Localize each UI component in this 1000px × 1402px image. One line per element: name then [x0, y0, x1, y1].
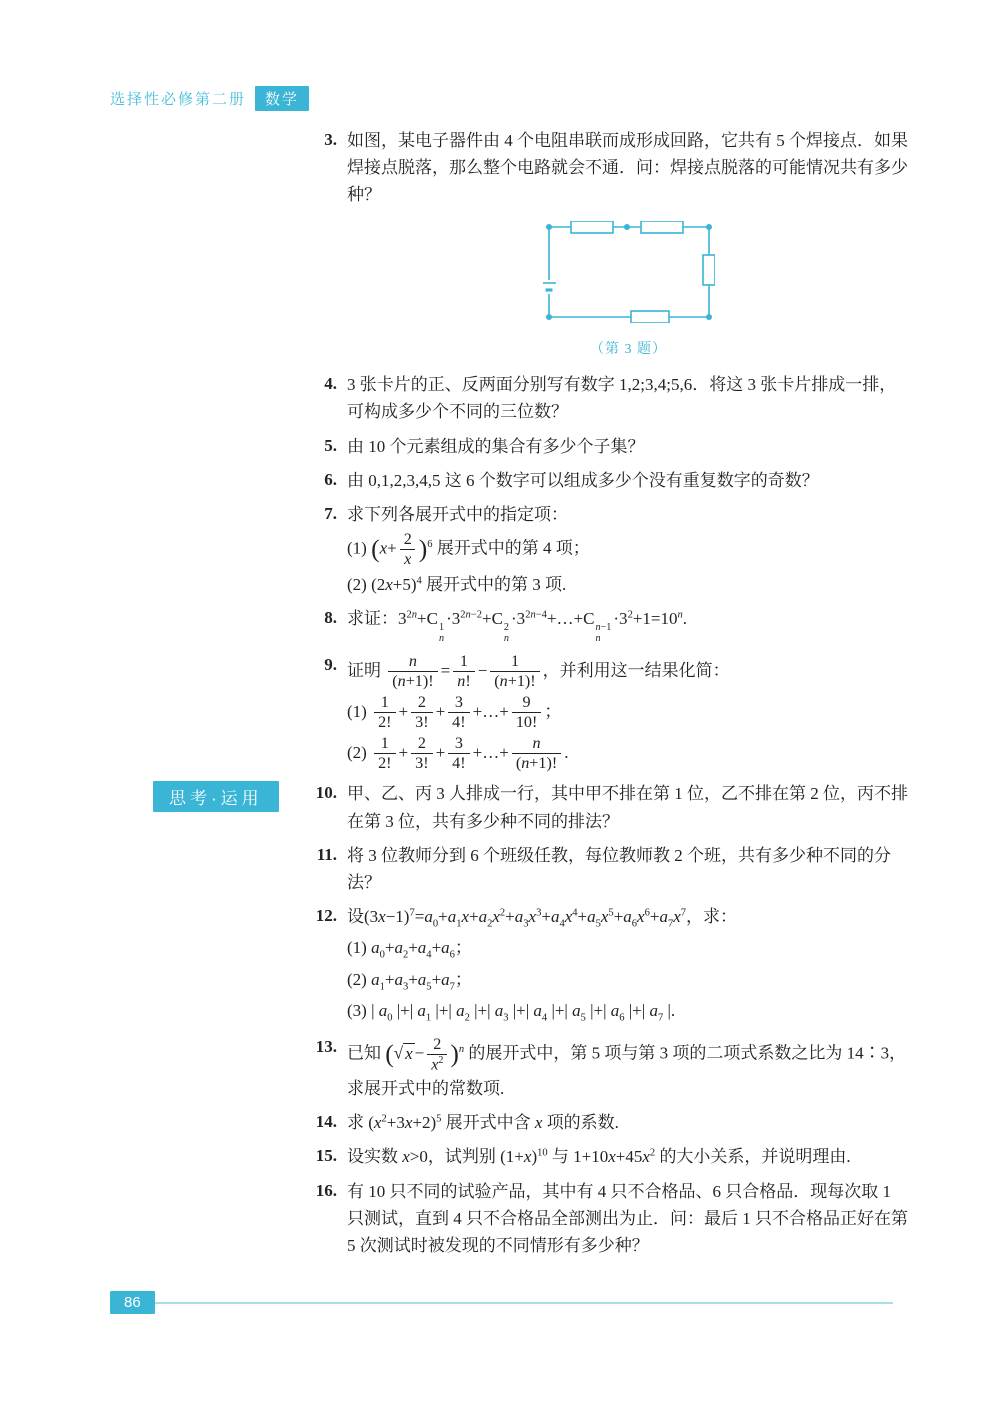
problem-11 — [305, 841, 910, 897]
resistor-bottom — [631, 311, 669, 323]
page-number: 86 — [110, 1291, 155, 1314]
book-title: 选择性必修第二册 — [110, 91, 247, 108]
problem-body — [347, 370, 910, 426]
problem-line: 证明 $\frac{n}{(n+1)!}$ = $\frac{1}{n!}$ − $\frac{1}{(n+1)!}$ ，并利用这一结果化简： — [347, 653, 730, 691]
problem-7 — [305, 500, 910, 599]
problem-body — [347, 841, 910, 897]
problem-number: 4. — [324, 374, 337, 394]
problem-line: 由 0,1,2,3,4,5 这 6 个数字可以组成多少个没有重复数字的奇数？ — [347, 470, 819, 490]
problem-body — [347, 1033, 910, 1103]
problem-line: (1) (x+ $\frac{2}{x}$ )$^6$ 展开式中的第 4 项； — [347, 530, 590, 569]
problem-number: 13. — [315, 1037, 337, 1057]
section-badge: 思考·运用 — [153, 781, 279, 812]
problem-body — [347, 779, 910, 835]
solder-joint — [706, 314, 712, 320]
subject-badge: 数学 — [255, 86, 309, 111]
problem-13 — [305, 1033, 910, 1103]
problem-number: 10. — [315, 783, 337, 803]
solder-joint — [624, 224, 630, 230]
resistor-right — [703, 255, 715, 285]
problem-line: 3 张卡片的正、反两面分别写有数字 1,2;3,4;5,6．将这 3 张卡片排成一排，可构成多少个不同的三位数？ — [347, 375, 897, 422]
resistor-top-right — [641, 221, 683, 233]
problem-body — [347, 651, 910, 774]
problem-line: (1) $\frac{1}{2!}$ + $\frac{2}{3!}$ + $\frac{3}{4!}$ +…+ $\frac{9}{10!}$ ； — [347, 693, 562, 732]
problem-line: 已知 (√ x − $\frac{2}{x^2}$ )$^n$ 的展开式中，第 5 项与第 3 项的二项式系数之比为 14∶3，求展开式中的常数项. — [347, 1035, 907, 1098]
circuit-figure — [543, 221, 715, 362]
problem-line: 有 10 只不同的试验产品，其中有 4 只不合格品、6 只合格品．现每次取 1 只测试，直到 4 只不合格品全部测出为止．问：最后 1 只不合格品正好在第 5 次测试时被发现的不同情形有多少种？ — [347, 1181, 908, 1255]
problem-number: 11. — [316, 844, 337, 864]
problem-4 — [305, 370, 910, 426]
problem-line: (3) | $a_0$ |+| $a_1$ |+| $a_2$ |+| $a_3$ |+| $a_4$ |+| $a_5$ |+| $a_6$ |+| $a_7$ |. — [347, 1000, 676, 1024]
solder-joint — [546, 224, 552, 230]
problem-number: 5. — [324, 435, 337, 455]
resistor-top-left — [571, 221, 613, 233]
problem-5 — [305, 432, 910, 461]
problem-line: 设实数 x>0，试判别 $(1+x)^{10}$ 与 $1+10x+45x^2$ 的大小关系，并说明理由. — [347, 1147, 851, 1167]
problem-body — [347, 902, 910, 1028]
solder-joint — [546, 314, 552, 320]
problem-number: 7. — [324, 503, 337, 523]
problem-line: 由 10 个元素组成的集合有多少个子集？ — [347, 436, 645, 456]
problem-line: 如图，某电子器件由 4 个电阻串联而成形成回路，它共有 5 个焊接点．如果焊接点脱落，那么整个电路就会不通．问：焊接点脱落的可能情况共有多少种？ — [347, 131, 908, 205]
problem-number: 14. — [315, 1112, 337, 1132]
page-header — [110, 86, 309, 111]
circuit-diagram — [543, 221, 715, 323]
problem-line: 求下列各展开式中的指定项： — [347, 504, 568, 524]
problem-number: 3. — [324, 130, 337, 149]
problem-15 — [305, 1142, 910, 1171]
problem-number: 16. — [315, 1180, 337, 1200]
page-footer — [110, 1291, 893, 1314]
problem-line: 求 $(x^2+3x+2)^5$ 展开式中含 x 项的系数. — [347, 1113, 619, 1133]
problem-body — [347, 1177, 910, 1261]
problem-9 — [305, 651, 910, 774]
problem-line: 将 3 位教师分到 6 个班级任教，每位教师教 2 个班，共有多少种不同的分法？ — [347, 845, 891, 892]
problem-body — [347, 604, 910, 646]
problem-body — [347, 126, 910, 365]
figure-caption: （第 3 题） — [590, 341, 667, 357]
problem-6 — [305, 466, 910, 495]
problem-body — [347, 466, 910, 495]
problem-number: 12. — [315, 906, 337, 926]
problem-10 — [305, 779, 910, 835]
problem-16 — [305, 1177, 910, 1261]
circuit-wire — [549, 227, 709, 317]
problem-number: 15. — [315, 1146, 337, 1166]
problem-3 — [305, 126, 910, 365]
problem-number: 9. — [324, 655, 337, 675]
problem-body — [347, 500, 910, 599]
problem-number: 8. — [324, 608, 337, 628]
problem-number: 6. — [324, 469, 337, 489]
problem-line: 求证：$3^{2n}+C$ 1 n $\cdot 3^{2n-2}+C$ 2 n $\cdot 3^{2n-4}+\dots+C$ n−1 n $\cdot 3^2+1=10^n$. — [347, 609, 688, 645]
problem-list — [305, 126, 910, 1265]
problem-12 — [305, 902, 910, 1028]
solder-joint — [706, 224, 712, 230]
problem-line: (1) $a_0+a_2+a_4+a_6$； — [347, 938, 472, 961]
problem-line: (2) $\frac{1}{2!}$ + $\frac{2}{3!}$ + $\frac{3}{4!}$ +…+ $\frac{n}{(n+1)!}$ . — [347, 734, 569, 772]
footer-rule — [155, 1302, 893, 1304]
problem-body — [347, 1108, 910, 1137]
problem-line: (2) $(2x+5)^4$ 展开式中的第 3 项. — [347, 574, 567, 594]
problem-line: 设$(3x-1)^7=a_0+a_1x+a_2x^2+a_3x^3+a_4x^4+a_5x^5+a_6x^6+a_7x^7$，求： — [347, 907, 738, 930]
problem-8 — [305, 604, 910, 646]
problem-line: (2) $a_1+a_3+a_5+a_7$； — [347, 969, 472, 993]
problem-body — [347, 432, 910, 461]
problem-line: 甲、乙、丙 3 人排成一行，其中甲不排在第 1 位，乙不排在第 2 位，丙不排在第 3 位，共有多少种不同的排法？ — [347, 784, 908, 831]
problem-body — [347, 1142, 910, 1171]
problem-14 — [305, 1108, 910, 1137]
